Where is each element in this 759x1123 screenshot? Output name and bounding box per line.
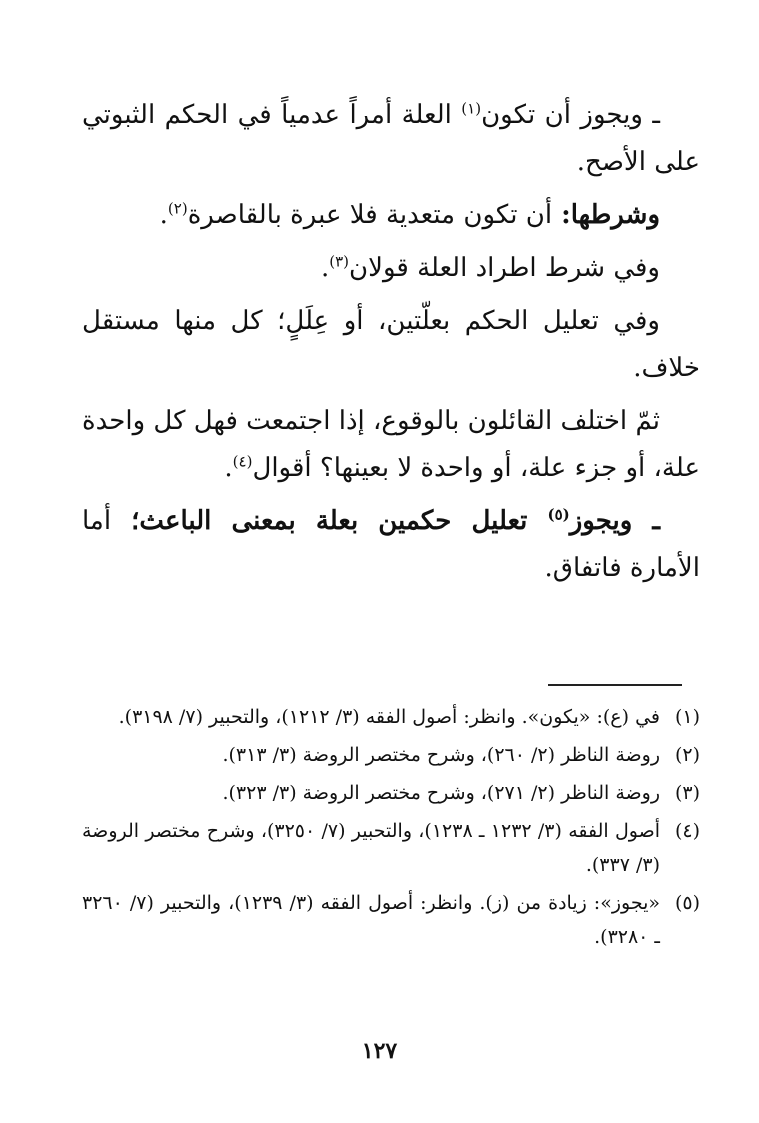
footnote-item	[82, 738, 700, 772]
footnote-text: روضة الناظر (٢/ ٢٦٠)، وشرح مختصر الروضة (٣/ ٣١٣).	[222, 744, 660, 766]
footnote-ref-5: (٥)	[547, 505, 570, 524]
bold-term: تعليل حكمين بعلة بمعنى الباعث؛	[111, 506, 548, 536]
footnote-number: (٣)	[674, 782, 700, 804]
text-run: .	[224, 453, 233, 483]
paragraph-1	[82, 92, 700, 186]
main-text	[82, 92, 700, 598]
footnote-text: في (ع): «يكون». وانظر: أصول الفقه (٣/ ١٢١٢)، والتحبير (٧/ ٣١٩٨).	[118, 706, 660, 728]
footnote-text: «يجوز»: زيادة من (ز). وانظر: أصول الفقه (٣/ ١٢٣٩)، والتحبير (٧/ ٣٢٦٠ ـ ٣٢٨٠).	[82, 892, 660, 948]
text-run: ثمّ اختلف القائلون بالوقوع، إذا اجتمعت فهل كل واحدة علة، أو جزء علة، أو واحدة لا بعينها؟ أقوال	[82, 406, 700, 483]
text-run: وفي تعليل الحكم بعلّتين، أو عِلَلٍ؛ كل منها مستقل خلاف.	[82, 306, 700, 383]
footnote-item	[82, 814, 700, 882]
text-run: أما الأمارة فاتفاق.	[82, 506, 700, 583]
paragraph-6	[82, 498, 700, 592]
footnote-ref-3: (٣)	[329, 252, 350, 271]
text-run: وفي شرط اطراد العلة قولان	[349, 253, 660, 283]
paragraph-2	[82, 192, 700, 239]
text-run: .	[320, 253, 330, 283]
footnote-text: روضة الناظر (٢/ ٢٧١)، وشرح مختصر الروضة (٣/ ٣٢٣).	[222, 782, 660, 804]
text-run: ـ ويجوز أن تكون	[481, 100, 660, 130]
footnote-item	[82, 886, 700, 954]
paragraph-3	[82, 245, 700, 292]
footnote-number: (٥)	[674, 892, 700, 914]
footnote-separator	[548, 684, 682, 686]
paragraph-5	[82, 398, 700, 492]
text-run: .	[159, 200, 168, 230]
footnote-number: (٤)	[674, 820, 700, 842]
footnotes	[82, 700, 700, 958]
footnote-ref-4: (٤)	[232, 452, 253, 471]
page-number: ١٢٧	[361, 1038, 398, 1064]
footnote-text: أصول الفقه (٣/ ١٢٣٢ ـ ١٢٣٨)، والتحبير (٧/ ٣٢٥٠)، وشرح مختصر الروضة (٣/ ٣٣٧).	[82, 820, 660, 876]
footnote-number: (٢)	[674, 744, 700, 766]
footnote-item	[82, 776, 700, 810]
text-run: أن تكون متعدية فلا عبرة بالقاصرة	[187, 200, 553, 230]
footnote-item	[82, 700, 700, 734]
bold-term: ـ ويجوز	[569, 506, 660, 536]
footnote-ref-1: (١)	[461, 99, 482, 118]
text-run: العلة أمراً عدمياً في الحكم الثبوتي على الأصح.	[82, 100, 700, 177]
paragraph-4	[82, 298, 700, 392]
footnote-number: (١)	[674, 706, 700, 728]
bold-term: وشرطها:	[552, 200, 660, 230]
footnote-ref-2: (٢)	[167, 199, 188, 218]
